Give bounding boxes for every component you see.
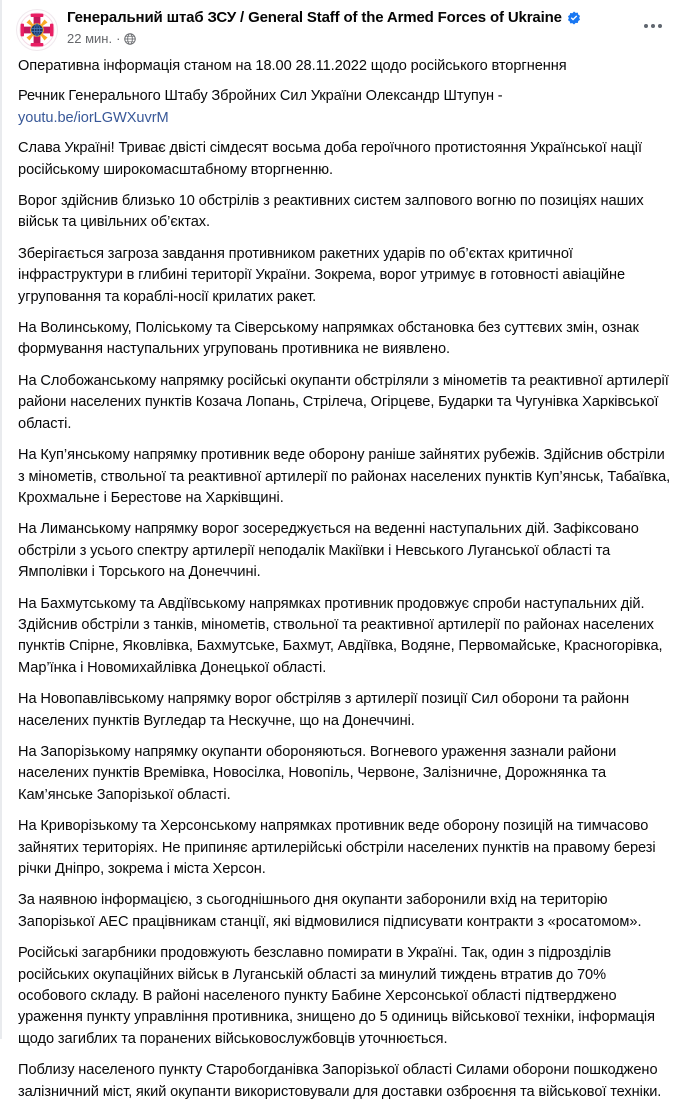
post-paragraph: Слава Україні! Триває двісті сімдесят восьма доба героїчного протистояння Української нації російському широкомасштабному вторгненню. xyxy=(18,140,642,178)
youtube-link[interactable]: youtu.be/iorLGWXuvrM xyxy=(18,109,169,126)
post-paragraph: На Новопавлівському напрямку ворог обстріляв з артилерії позиції Сил оборони та районн населених пунктів Вугледар та Нескучне, що на Донеччині. xyxy=(18,691,630,729)
ukraine-general-staff-emblem-icon xyxy=(17,10,57,50)
post-author-block xyxy=(58,8,637,47)
post-timestamp[interactable]: 22 мин. xyxy=(67,31,113,46)
globe-icon[interactable] xyxy=(124,33,136,45)
post-paragraph: На Лиманському напрямку ворог зосереджується на веденні наступальних дій. Зафіксовано обстріли з усього спектру артилерії неподалік Макіївки і Невського Луганської області та Ямполівки і Торського на Донеччині. xyxy=(18,521,639,581)
post-paragraph-with-link xyxy=(18,86,671,129)
post-paragraph: Оперативна інформація станом на 18.00 28.11.2022 щодо російського вторгнення xyxy=(18,58,567,74)
post-paragraph: За наявною інформацією, з сьогоднішнього дня окупанти заборонили вхід на територію Запорізької АЕС працівникам станції, які відмовилися підписувати контракти з «росатомом». xyxy=(18,892,642,930)
avatar[interactable] xyxy=(16,9,58,51)
post-meta-row xyxy=(67,31,637,47)
post-body xyxy=(2,56,685,1103)
meta-separator: · xyxy=(116,31,121,46)
post-header xyxy=(2,0,685,56)
paragraph-text: Речник Генерального Штабу Збройних Сил України Олександр Штупун - xyxy=(18,88,503,105)
post-paragraph: Ворог здійснив близько 10 обстрілів з реактивних систем залпового вогню по позиціях наших військ та цивільних об’єктах. xyxy=(18,193,644,231)
post-paragraph: На Криворізькому та Херсонському напрямках противник веде оборону позицій на тимчасово зайнятих територіях. Не припиняє артилерійські обстріли населених пунктів на правому березі річки Дніпро, зокрема і міста Херсон. xyxy=(18,818,656,877)
author-title-row xyxy=(67,9,637,27)
post-paragraph: Російські загарбники продовжують безславно помирати в Україні. Так, один з підрозділів російських окупаційних військ в Луганській області за минулий тиждень втратив до 70% особового складу. В районі населеного пункту Бабине Херсонської області підтверджено ураження пункту управління противника, знищено до 5 одиниць військової техніки, інформація щодо загиблих та поранених військовослужбовців уточнюється. xyxy=(18,945,655,1047)
post-paragraph: Поблизу населеного пункту Старобогданівка Запорізької області Силами оборони пошкоджено залізничний міст, який окупанти використовували для доставки озброєння та військової техніки. xyxy=(18,1062,662,1100)
post-paragraph: На Слобожанському напрямку російські окупанти обстріляли з мінометів та реактивної артилерії райони населених пунктів Козача Лопань, Стрілеча, Огірцеве, Бударки та Чугунівка Харківської області. xyxy=(18,372,669,432)
post-paragraph: На Куп’янському напрямку противник веде оборону раніше зайнятих рубежів. Здійснив обстріли з мінометів, ствольної та реактивної артилерії по районах населених пунктів Куп’янськ, Табаївка, Крохмальне і Берестове на Харківщині. xyxy=(18,447,671,506)
post-paragraph: На Бахмутському та Авдіївському напрямках противник продовжує спроби наступальних дій. Здійснив обстріли з танків, мінометів, ствольної та реактивної артилерії по районах населених пунктів Спірне, Яковлівка, Бахмутське, Бахмут, Авдіївка, Водяне, Первомайське, Красногорівка, Мар’їнка і Новомихайлівка Донецької області. xyxy=(18,595,663,676)
post-paragraph: Зберігається загроза завдання противником ракетних ударів по об’єктах критичної інфраструктури в глибині території України. Зокрема, ворог утримує в готовності авіаційне угруповання та кораблі-носії крилатих ракет. xyxy=(18,245,626,305)
post-options-menu-button[interactable] xyxy=(637,10,669,42)
post-paragraph: На Запорізькому напрямку окупанти обороняються. Вогневого ураження зазнали райони населених пунктів Времівка, Новосілка, Новопіль, Червоне, Залізничне, Дорожнянка та Кам’янське Запорізької області. xyxy=(18,743,617,803)
ellipsis-horizontal-icon xyxy=(644,24,662,28)
post-paragraph: На Волинському, Поліському та Сіверському напрямках обстановка без суттєвих змін, ознак формування наступальних угруповань противника не виявлено. xyxy=(18,320,639,358)
page-title[interactable]: Генеральний штаб ЗСУ / General Staff of the Armed Forces of Ukraine xyxy=(67,9,562,26)
verified-badge-icon xyxy=(567,11,581,25)
